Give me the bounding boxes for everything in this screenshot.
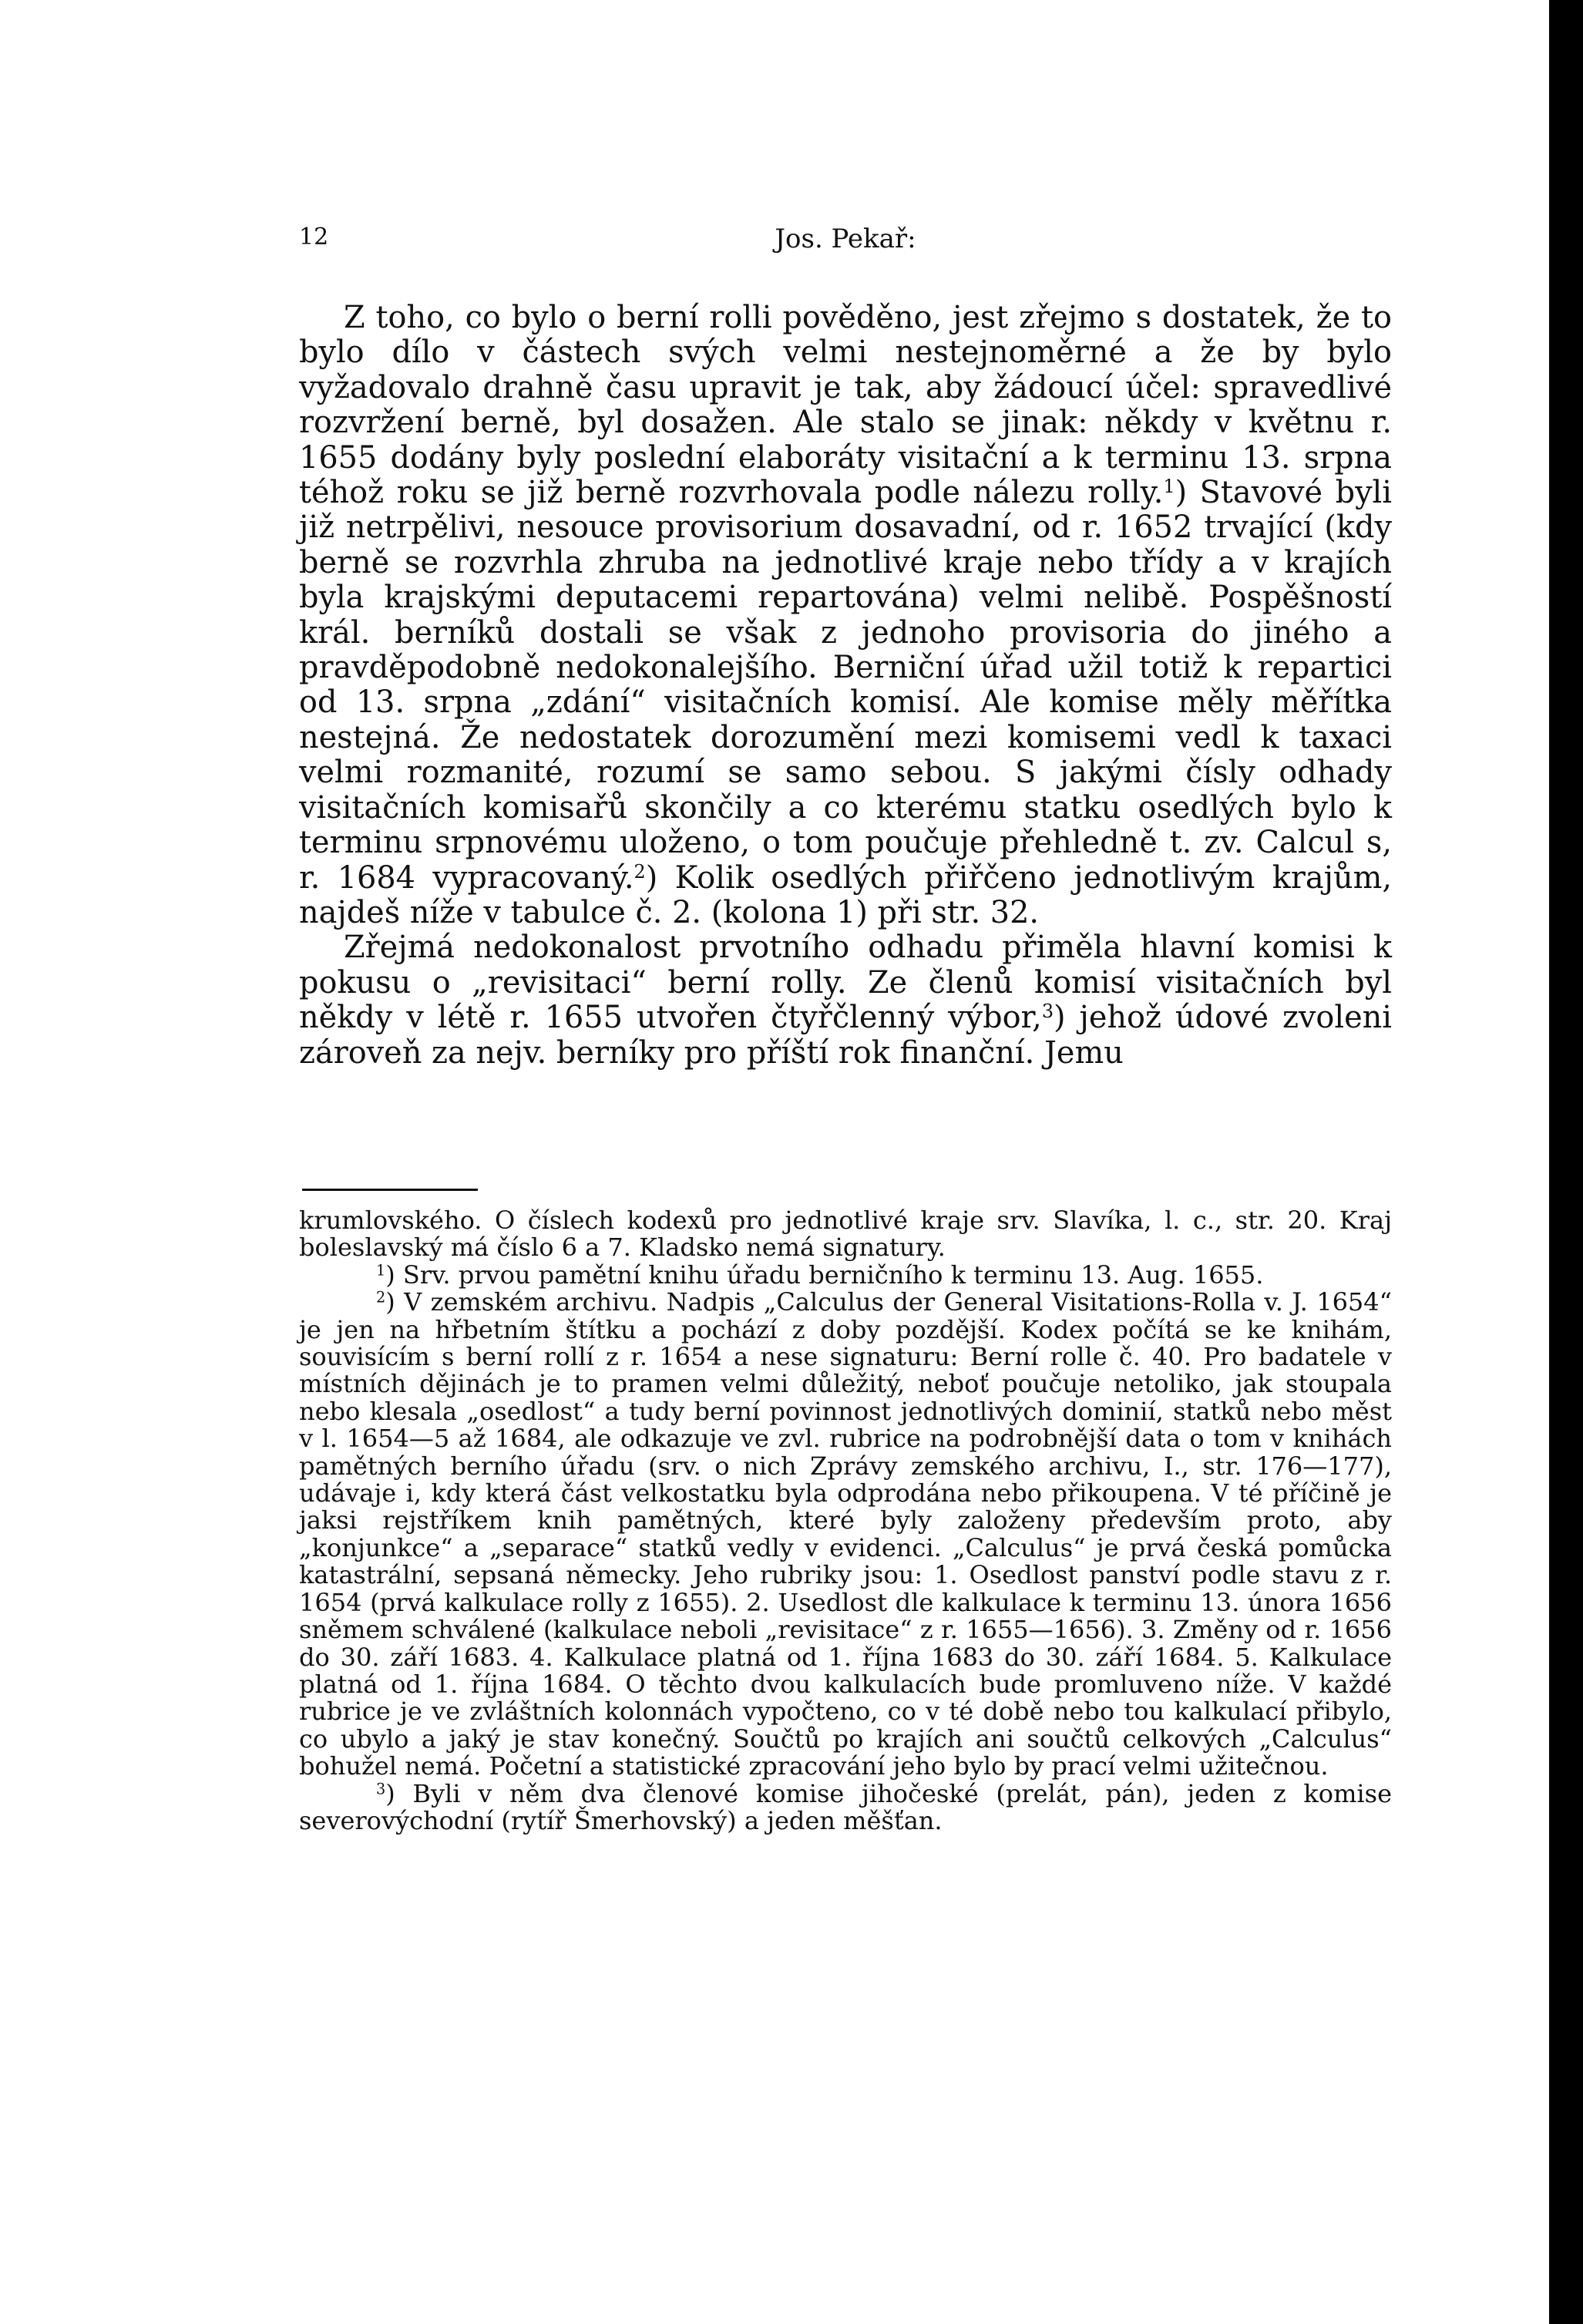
body-text xyxy=(299,301,1392,1071)
footnote-1 xyxy=(299,1262,1392,1289)
footnote-mark-3: 3 xyxy=(376,1779,386,1798)
paragraph-1-text-a: Z toho, co bylo o berní rolli pověděno, jest zřejmo s dostatek, že to bylo dílo v částech svých velmi nestejnoměrné a že by bylo vyžadovalo drahně času upravit je tak, aby žádoucí účel: spravedlivé rozvržení berně, byl dosažen. Ale stalo se jinak: někdy v květnu r. 1655 dodány byly poslední elaboráty visitační a k terminu 13. srpna téhož roku se již berně rozvrhovala podle nálezu rolly. xyxy=(299,300,1392,511)
footnote-2-text: ) V zemském archivu. Nadpis „Calculus der General Visitations-Rolla v. J. 1654“ je jen na hřbetním štítku a pochází z doby pozdější. Kodex počítá se ke knihám, souvisícím s berní rollí z r. 1654 a nese signaturu: Berní rolle č. 40. Pro badatele v místních dějinách je to pramen velmi důležitý, neboť poučuje netoliko, jak stoupala nebo klesala „osedlost“ a tudy berní povinnost jednotlivých dominií, statků nebo měst v l. 1654—5 až 1684, ale odkazuje ve zvl. rubrice na podrobnější data o tom v knihách pamětných berního úřadu (srv. o nich Zprávy zemského archivu, I., str. 176—177), udávaje i, kdy která část velkostatku byla odprodána nebo přikoupena. V té příčině je jaksi rejstříkem knih pamětných, které byly založeny především proto, aby „konjunkce“ a „separace“ statků vedly v evidenci. „Calculus“ je prvá česká pomůcka katastrální, sepsaná německy. Jeho rubriky jsou: 1. Osedlost panství podle stavu z r. 1654 (prvá kalkulace rolly z 1655). 2. Usedlost dle kalkulace k terminu 13. února 1656 sněmem schválené (kalkulace neboli „revisitace“ z r. 1655—1656). 3. Změny od r. 1656 do 30. září 1683. 4. Kalkulace platná od 1. října 1683 do 30. září 1684. 5. Kalkulace platná od 1. října 1684. O těchto dvou kalkulacích bude promluveno níže. V každé rubrice je ve zvláštních kolonnách vypočteno, co v té době nebo tou kalkulací přibylo, co ubylo a jaký je stav konečný. Součtů po krajích ani součtů celkových „Calculus“ bohužel nemá. Početní a statistické zpracování jeho bylo by prací velmi užitečnou. xyxy=(299,1287,1392,1781)
footnote-1-text: ) Srv. prvou pamětní knihu úřadu berničního k terminu 13. Aug. 1655. xyxy=(385,1260,1264,1290)
paragraph-1-text-c: ) Kolik osedlých přiřčeno jednotlivým krajům, najdeš níže v tabulce č. 2. (kolona 1) při str. 32. xyxy=(299,859,1392,930)
footnote-mark-1: 1 xyxy=(376,1261,386,1280)
paragraph-2-text-b: ) jehož údové zvoleni zároveň za nejv. berníky pro příští rok finanční. Jemu xyxy=(299,1000,1393,1071)
footnote-3 xyxy=(299,1778,1392,1835)
page-header xyxy=(299,224,1392,262)
paragraph-1-text-b: ) Stavové byli již netrpělivi, nesouce provisorium dosavadní, od r. 1652 trvající (kdy berně se rozvrhla zhruba na jednotlivé kraje nebo třídy a v krajích byla krajskými deputacemi repartována) velmi nelibě. Pospěšností král. berníků dostali se však z jednoho provisoria do jiného a pravděpodobně nedokonalejšího. Berniční úřad užil totiž k repartici od 13. srpna „zdání“ visitačních komisí. Ale komise měly měřítka nestejná. Že nedostatek dorozumění mezi komisemi vedl k taxaci velmi rozmanité, rozumí se samo sebou. S jakými čísly odhady visitačních komisařů skončily a co kterému statku osedlých bylo k terminu srpnovému uloženo, o tom poučuje přehledně t. zv. Calcul s, r. 1684 vypracovaný. xyxy=(299,475,1393,896)
footnote-mark-2: 2 xyxy=(376,1288,386,1307)
footnote-ref-3: 3 xyxy=(1041,1001,1054,1022)
paragraph-2 xyxy=(299,930,1392,1071)
paragraph-2-text-a: Zřejmá nedokonalost prvotního odhadu přiměla hlavní komisi k pokusu o „revisitaci“ berní rolly. Ze členů komisí visitačních byl někdy v létě r. 1655 utvořen čtyřčlenný výbor, xyxy=(299,930,1392,1036)
footnote-ref-2: 2 xyxy=(634,860,646,883)
footnote-separator xyxy=(302,1189,478,1191)
footnote-3-text: ) Byli v něm dva členové komise jihočeské (prelát, pán), jeden z komise severovýchodní (rytíř Šmerhovský) a jeden měšťan. xyxy=(299,1778,1392,1835)
footnotes xyxy=(299,1207,1392,1835)
page-number: 12 xyxy=(299,224,329,251)
footnote-2 xyxy=(299,1289,1392,1780)
footnote-continuation: krumlovského. O číslech kodexů pro jednotlivé kraje srv. Slavíka, l. c., str. 20. Kraj boleslavský má číslo 6 a 7. Kladsko nemá signatury. xyxy=(299,1206,1392,1263)
scan-border xyxy=(1549,0,1583,2324)
footnote-ref-1: 1 xyxy=(1163,475,1175,497)
running-head: Jos. Pekař: xyxy=(775,224,916,254)
paragraph-1 xyxy=(299,301,1392,930)
